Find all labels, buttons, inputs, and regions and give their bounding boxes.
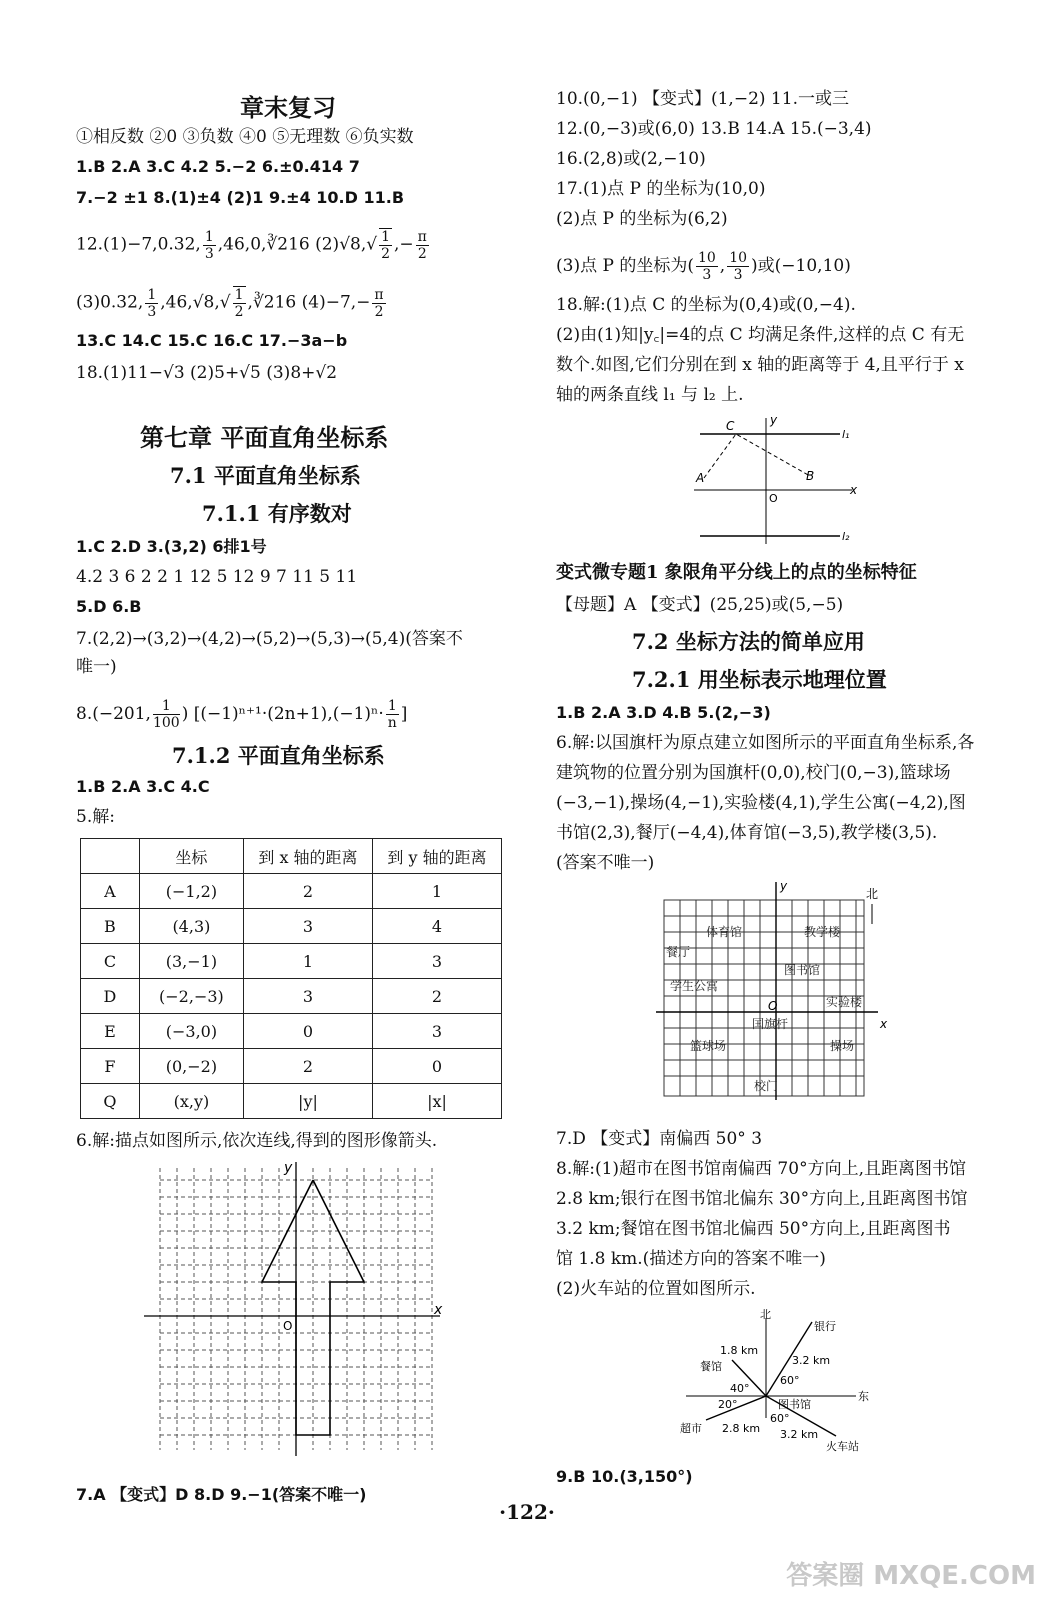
dist-rest: 1.8 km (720, 1344, 759, 1357)
l12-frac3: $\frac{\pi}{2}$ (417, 228, 427, 262)
fig18-graph (690, 414, 866, 548)
map-label-gym: 体育馆 (706, 925, 743, 939)
table-row: D (−2,−3) 3 2 (81, 979, 502, 1014)
l12-frac1: $\frac{1}{3}$ (204, 228, 214, 262)
fig18-label-C: C (726, 419, 735, 433)
review-line-12: 12.(1)−7,0.32, $\frac{1}{3}$ ,46,0,∛216 (2)√8,√ $\frac{1}{2}$ ,− $\frac{\pi}{2}$ (76, 228, 427, 262)
r-line-7: 7.D 【变式】南偏西 50° 3 (556, 1129, 763, 1149)
s721-line-4: (−3,−1),操场(4,−1),实验楼(4,1),学生公寓(−4,2),图 (556, 793, 966, 813)
s721-line-2: 6.解:以国旗杆为原点建立如图所示的平面直角坐标系,各 (556, 733, 975, 753)
fig18-label-B: B (806, 469, 815, 483)
l12-b: ,46,0,∛216 (2)√8, (217, 234, 367, 255)
th-1: 坐标 (139, 839, 243, 874)
table-row: Q (x,y) |y| |x| (81, 1084, 502, 1119)
table-row: F (0,−2) 2 0 (81, 1049, 502, 1084)
r-line-8-4: 馆 1.8 km.(描述方向的答案不唯一) (556, 1249, 826, 1269)
angle-60a: 60° (780, 1374, 800, 1387)
map-label-canteen: 餐厅 (666, 945, 691, 959)
campus-map (656, 878, 896, 1100)
map-label-field: 操场 (830, 1039, 855, 1053)
fig18-l2: l₂ (842, 530, 850, 543)
map-label-dorm: 学生公寓 (670, 979, 719, 993)
table-row: B (4,3) 3 4 (81, 909, 502, 944)
map-label-gate: 校门 (754, 1079, 779, 1093)
section-7-1: 7.1 平面直角坐标系 (170, 463, 361, 488)
r-line-2: 12.(0,−3)或(6,0) 13.B 14.A 15.(−3,4) (556, 119, 872, 139)
r-line-18-3: 数个.如图,它们分别在到 x 轴的距离等于 4,且平行于 x (556, 355, 964, 375)
th-0 (81, 839, 140, 874)
chapter-title: 第七章 平面直角坐标系 (140, 423, 389, 452)
map-label-flagpole: 国旗杆 (752, 1017, 789, 1031)
label-market: 超市 (680, 1422, 702, 1435)
l3-b: ,46,√8, (160, 292, 220, 313)
s711-line-2: 4.2 3 6 2 2 1 12 5 12 9 7 11 5 11 (76, 567, 358, 587)
s711-line-5: 唯一) (76, 657, 117, 677)
section-7-1-1: 7.1.1 有序数对 (202, 501, 352, 526)
graph-x-label: x (434, 1302, 443, 1318)
section-7-1-2: 7.1.2 平面直角坐标系 (172, 743, 385, 768)
fig18-y: y (770, 414, 778, 427)
l3-frac1: $\frac{1}{3}$ (147, 286, 157, 320)
r-line-8-1: 8.解:(1)超市在图书馆南偏西 70°方向上,且距离图书馆 (556, 1159, 966, 1179)
r-line-8-5: (2)火车站的位置如图所示. (556, 1279, 756, 1299)
special-title: 变式微专题1 象限角平分线上的点的坐标特征 (556, 562, 917, 583)
graph-y-label: y (284, 1160, 293, 1176)
r-line-1: 10.(0,−1) 【变式】(1,−2) 11.一或三 (556, 89, 849, 109)
table-row: C (3,−1) 1 3 (81, 944, 502, 979)
review-line-13: 13.C 14.C 15.C 16.C 17.−3a−b (76, 331, 348, 350)
map-label-teaching: 教学楼 (804, 925, 841, 939)
th-3: 到 y 轴的距离 (372, 839, 501, 874)
fig18-l1: l₁ (842, 428, 850, 441)
table-header-row (81, 839, 502, 874)
label-restaurant: 餐馆 (700, 1360, 722, 1373)
table-row: A (−1,2) 2 1 (81, 874, 502, 909)
s712-line-1: 1.B 2.A 3.C 4.C (76, 777, 210, 796)
label-bank: 银行 (814, 1320, 836, 1333)
compass-diagram (676, 1308, 896, 1458)
review-line-18: 18.(1)11−√3 (2)5+√5 (3)8+√2 (76, 363, 338, 383)
s711-line-1: 1.C 2.D 3.(3,2) 6排1号 (76, 537, 267, 556)
s711-line-4: 7.(2,2)→(3,2)→(4,2)→(5,2)→(5,3)→(5,4)(答案不 (76, 629, 463, 649)
label-station: 火车站 (826, 1440, 859, 1453)
map-x: x (880, 1017, 888, 1031)
l3-frac3: $\frac{\pi}{2}$ (374, 286, 384, 320)
s721-line-1: 1.B 2.A 3.D 4.B 5.(2,−3) (556, 703, 771, 722)
review-line-3: 7.−2 ±1 8.(1)±4 (2)1 9.±4 10.D 11.B (76, 188, 405, 207)
r-line-3: 16.(2,8)或(2,−10) (556, 149, 706, 169)
section-7-2: 7.2 坐标方法的简单应用 (632, 629, 865, 654)
map-label-lab: 实验楼 (826, 995, 863, 1009)
s721-line-3: 建筑物的位置分别为国旗杆(0,0),校门(0,−3),篮球场 (556, 763, 951, 783)
label-library: 图书馆 (778, 1398, 811, 1411)
special-line: 【母题】A 【变式】(25,25)或(5,−5) (556, 595, 844, 615)
l3-c: ,∛216 (4)−7,− (247, 292, 371, 313)
map-label-library: 图书馆 (784, 963, 821, 977)
r-line-18-2: (2)由(1)知|y꜀|=4的点 C 均满足条件,这样的点 C 有无 (556, 325, 965, 345)
review-title: 章末复习 (240, 93, 336, 122)
fig18-label-A: A (696, 471, 705, 485)
graph-origin: O (283, 1319, 293, 1333)
q8-line: 8.(−201, $\frac{1}{100}$ ) [(−1)ⁿ⁺¹·(2n+1),(−1)ⁿ· $\frac{1}{n}$ ] (76, 698, 408, 731)
review-line-12-3: (3)0.32, $\frac{1}{3}$ ,46,√8,√ $\frac{1}{2}$ ,∛216 (4)−7,− $\frac{\pi}{2}$ (76, 286, 384, 320)
map-y: y (780, 879, 788, 893)
left-bottom-line: 7.A 【变式】D 8.D 9.−1(答案不唯一) (76, 1485, 367, 1504)
fig18-dashed (704, 434, 810, 478)
coordinate-table (80, 838, 502, 1119)
dist-station: 3.2 km (780, 1428, 819, 1441)
fig18-origin: O (769, 492, 778, 505)
fig18-x: x (850, 483, 858, 497)
s721-line-5: 书馆(2,3),餐厅(−4,4),体育馆(−3,5),教学楼(3,5). (556, 823, 938, 843)
r-line-18-1: 18.解:(1)点 C 的坐标为(0,4)或(0,−4). (556, 295, 856, 315)
r-line-18-4: 轴的两条直线 l₁ 与 l₂ 上. (556, 385, 744, 405)
map-north: 北 (866, 887, 879, 901)
table-row: E (−3,0) 0 3 (81, 1014, 502, 1049)
review-line-1: ①相反数 ②0 ③负数 ④0 ⑤无理数 ⑥负实数 (76, 127, 414, 147)
compass-east: 东 (858, 1390, 869, 1403)
map-origin: O (768, 999, 778, 1013)
compass-north: 北 (760, 1308, 771, 1321)
th-2: 到 x 轴的距离 (243, 839, 372, 874)
r-line-4: 17.(1)点 P 的坐标为(10,0) (556, 179, 766, 199)
s711-line-3: 5.D 6.B (76, 597, 142, 616)
s721-line-6: (答案不唯一) (556, 853, 655, 873)
s712-line-2: 5.解: (76, 807, 115, 827)
r-line-5: (2)点 P 的坐标为(6,2) (556, 209, 728, 229)
review-line-2: 1.B 2.A 3.C 4.2 5.−2 6.±0.414 7 (76, 157, 360, 176)
r-line-17-3: (3)点 P 的坐标为( $\frac{10}{3}$ , $\frac{10}{3}$ )或(−10,10) (556, 250, 851, 283)
dist-market: 2.8 km (722, 1422, 761, 1435)
l12-c: ,− (394, 234, 414, 255)
r-last-line: 9.B 10.(3,150°) (556, 1467, 693, 1486)
l12-frac2: $\frac{1}{2}$ (381, 229, 391, 262)
r-line-8-2: 2.8 km;银行在图书馆北偏东 30°方向上,且距离图书馆 (556, 1189, 968, 1209)
section-7-2-1: 7.2.1 用坐标表示地理位置 (632, 667, 887, 692)
l3-frac2: $\frac{1}{2}$ (234, 287, 244, 320)
arrow-graph (140, 1158, 450, 1460)
page-number: ·122· (499, 1500, 555, 1524)
l3-a: (3)0.32, (76, 292, 144, 313)
q6-line: 6.解:描点如图所示,依次连线,得到的图形像箭头. (76, 1131, 438, 1151)
watermark: 答案圈 MXQE.COM (786, 1561, 1036, 1591)
r-line-8-3: 3.2 km;餐馆在图书馆北偏西 50°方向上,且距离图书 (556, 1219, 951, 1239)
dist-bank: 3.2 km (792, 1354, 831, 1367)
angle-20: 20° (718, 1398, 738, 1411)
l12-a: 12.(1)−7,0.32, (76, 234, 201, 255)
map-label-court: 篮球场 (690, 1039, 727, 1053)
angle-40: 40° (730, 1382, 750, 1395)
angle-60b: 60° (770, 1412, 790, 1425)
